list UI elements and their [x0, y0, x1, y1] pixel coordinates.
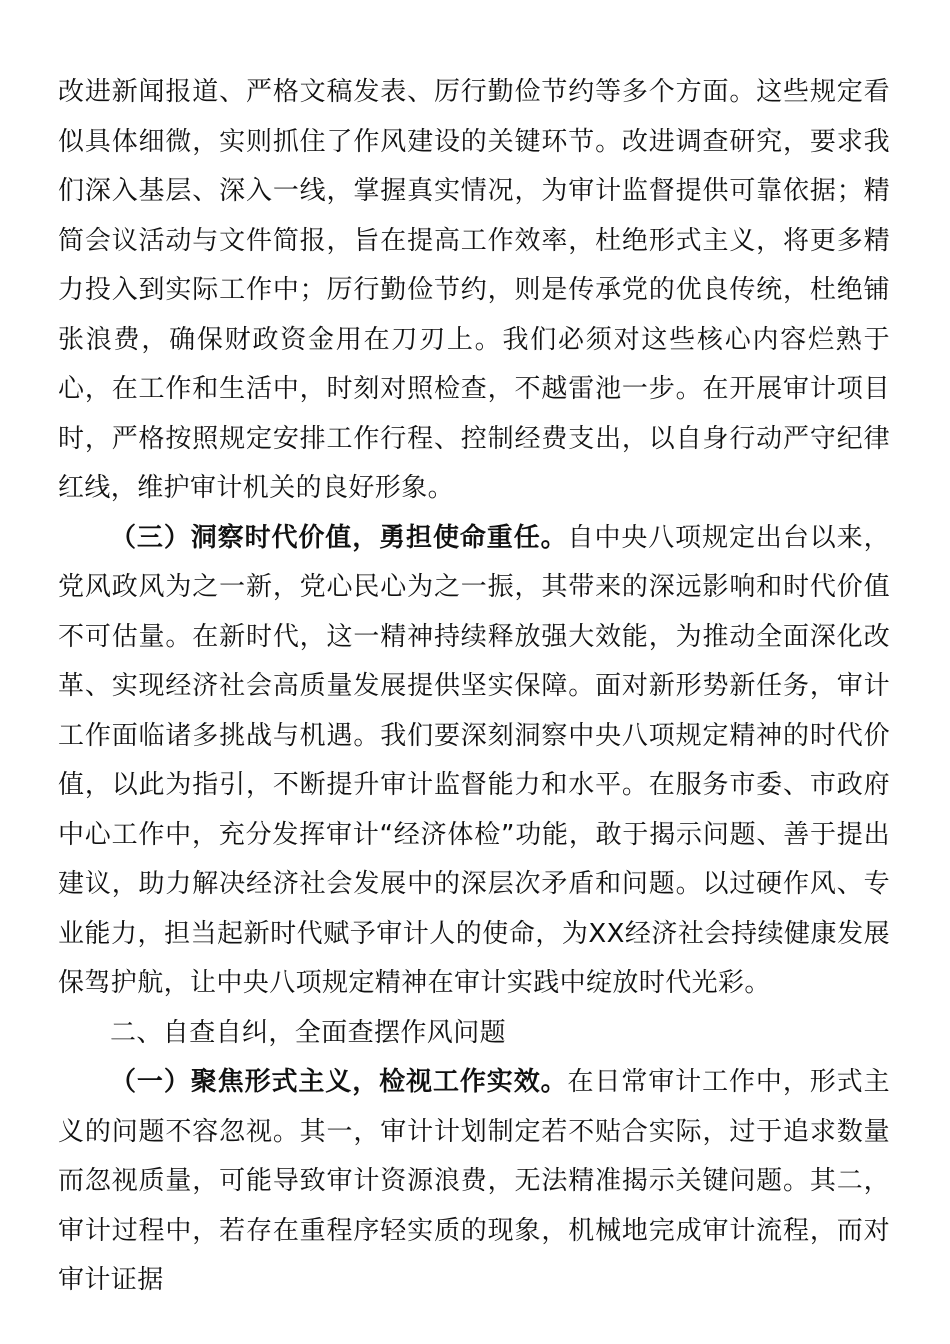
paragraph-continuation: 改进新闻报道、严格文稿发表、厉行勤俭节约等多个方面。这些规定看似具体细微，实则抓住了作风建设的关键环节。改进调查研究，要求我们深入基层、深入一线，掌握真实情况，为审计监督提供可靠依据；精简会议活动与文件简报，旨在提高工作效率，杜绝形式主义，将更多精力投入到实际工作中；厉行勤俭节约，则是传承党的优良传统，杜绝铺张浪费，确保财政资金用在刀刃上。我们必须对这些核心内容烂熟于心，在工作和生活中，时刻对照检查，不越雷池一步。在开展审计项目时，严格按照规定安排工作行程、控制经费支出，以自身行动严守纪律红线，维护审计机关的良好形象。	[58, 77, 890, 503]
section-2-1-heading: （一）聚焦形式主义，检视工作实效。	[110, 1067, 568, 1097]
section-3-body: 自中央八项规定出台以来，党风政风为之一新，党心民心为之一振，其带来的深远影响和时代价值不可估量。在新时代，这一精神持续释放强大效能，为推动全面深化改革、实现经济社会高质量发展提供坚实保障。面对新形势新任务，审计工作面临诸多挑战与机遇。我们要深刻洞察中央八项规定精神的时代价值，以此为指引，不断提升审计监督能力和水平。在服务市委、市政府中心工作中，充分发挥审计“经济体检”功能，敢于揭示问题、善于提出建议，助力解决经济社会发展中的深层次矛盾和问题。以过硬作风、专业能力，担当起新时代赋予审计人的使命，为XX经济社会持续健康发展保驾护航，让中央八项规定精神在审计实践中绽放时代光彩。	[58, 522, 890, 998]
section-2-1-body: 在日常审计工作中，形式主义的问题不容忽视。其一，审计计划制定若不贴合实际，过于追求数量而忽视质量，可能导致审计资源浪费，无法精准揭示关键问题。其二，审计过程中，若存在重程序轻实质的现象，机械地完成审计流程，而对审计证据	[58, 1067, 890, 1295]
heading-part-2: 二、自查自纠，全面查摆作风问题	[110, 1017, 507, 1048]
paragraph-section-3	[58, 514, 890, 1009]
document-page	[58, 68, 890, 1306]
paragraph-section-2-1	[58, 1058, 890, 1306]
section-3-heading: （三）洞察时代价值，勇担使命重任。	[110, 522, 568, 553]
